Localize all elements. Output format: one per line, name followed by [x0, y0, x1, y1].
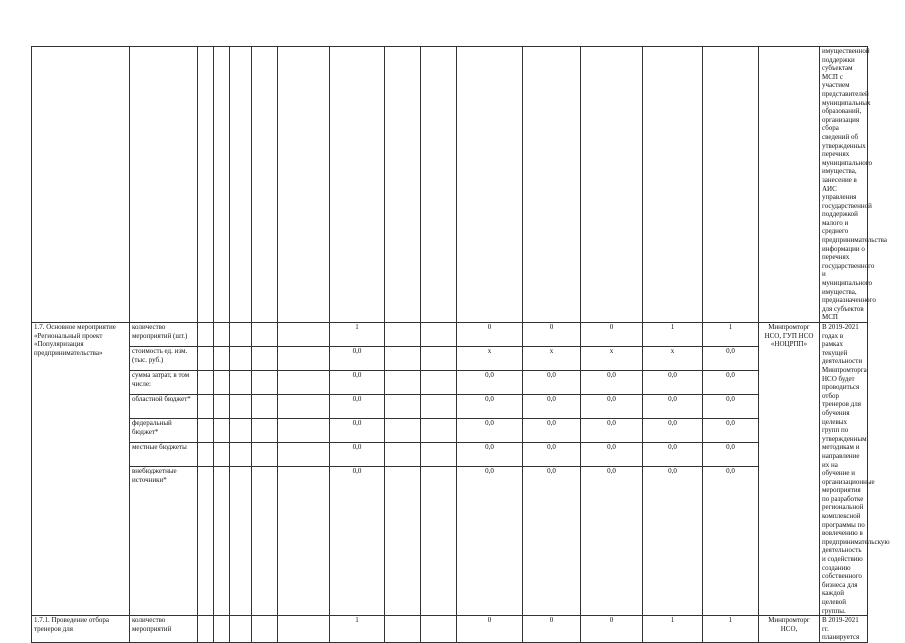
note-cell: имущественной поддержки субъектам МСП с участием представителей муниципальных образований, организация сбора сведений об утвержденных перечнях муниципального имущества, занесение в АИС управления государственной поддержкой малого и среднего предпринимательства информации о перечнях государственного и муниципального имущества, предназначенного для субъектов МСП	[820, 47, 868, 323]
table-row	[32, 347, 868, 371]
empty-cell	[278, 467, 330, 616]
empty-cell	[421, 323, 457, 347]
empty-cell	[214, 443, 230, 467]
executor-cell	[759, 323, 820, 616]
empty-cell	[198, 371, 214, 395]
value-cell: х	[581, 347, 643, 371]
value-cell: 0,0	[523, 419, 581, 443]
empty-cell	[252, 371, 278, 395]
empty-cell	[198, 616, 214, 643]
empty-cell	[278, 395, 330, 419]
value-cell: х	[457, 347, 523, 371]
indicator-label: местные бюджеты	[130, 443, 198, 467]
empty-cell	[230, 323, 252, 347]
value-cell: 0,0	[643, 395, 703, 419]
value-cell: 0,0	[523, 371, 581, 395]
empty-cell	[278, 347, 330, 371]
value-cell: 0,0	[581, 371, 643, 395]
table-row	[32, 467, 868, 616]
empty-cell	[230, 616, 252, 643]
empty-cell	[278, 323, 330, 347]
empty-cell	[385, 371, 421, 395]
value-cell: 0	[523, 323, 581, 347]
empty-cell	[198, 419, 214, 443]
value-cell: х	[523, 347, 581, 371]
table-row	[32, 616, 868, 643]
value-cell: 0,0	[523, 467, 581, 616]
value-cell: 0,0	[581, 419, 643, 443]
empty-cell	[278, 616, 330, 643]
empty-cell	[278, 371, 330, 395]
empty-cell	[385, 347, 421, 371]
value-cell: 0	[457, 323, 523, 347]
indicator-label: областной бюджет*	[130, 395, 198, 419]
empty-cell	[214, 323, 230, 347]
empty-cell	[252, 616, 278, 643]
empty-cell	[252, 443, 278, 467]
note-cell: В 2019-2021 годах в рамках текущей деятельности Минпромторга НСО будет проводиться отбор тренеров для обучения целевых групп по утвержденным методикам и направление их на обучение и организационные мероприятия по разработке региональной комплексной программы по вовлечению в предпринимательскую деятельность и содействию созданию собственного бизнеса для каждой целевой группы.	[820, 323, 868, 616]
value-cell: 0	[581, 616, 643, 643]
value-cell: 1	[703, 323, 759, 347]
value-cell: 0,0	[457, 395, 523, 419]
value-cell: 0,0	[457, 419, 523, 443]
empty-cell	[421, 467, 457, 616]
empty-cell	[230, 467, 252, 616]
value-cell: 0,0	[703, 371, 759, 395]
value-cell: 0,0	[457, 467, 523, 616]
value-cell: х	[643, 347, 703, 371]
empty-cell	[214, 616, 230, 643]
empty-cell	[214, 347, 230, 371]
empty-cell	[385, 443, 421, 467]
empty-cell	[278, 443, 330, 467]
empty-cell	[198, 467, 214, 616]
value-cell: 1	[703, 616, 759, 643]
empty-cell	[385, 467, 421, 616]
indicator-label: внебюджетные источники*	[130, 467, 198, 616]
value-cell: 0,0	[330, 371, 385, 395]
table-row-continued	[32, 47, 868, 323]
indicator-label: сумма затрат, в том числе:	[130, 371, 198, 395]
empty-cell	[252, 323, 278, 347]
empty-cell	[214, 467, 230, 616]
empty-cell	[385, 395, 421, 419]
table-row	[32, 443, 868, 467]
value-cell: 0,0	[457, 371, 523, 395]
value-cell: 0,0	[703, 419, 759, 443]
empty-cell	[252, 419, 278, 443]
empty-cell	[421, 419, 457, 443]
empty-cell	[214, 395, 230, 419]
table-row	[32, 395, 868, 419]
value-cell: 1	[643, 323, 703, 347]
value-cell: 0,0	[643, 443, 703, 467]
value-cell: 0,0	[457, 443, 523, 467]
value-cell: 0,0	[703, 395, 759, 419]
value-cell: 0,0	[643, 419, 703, 443]
empty-cell	[252, 467, 278, 616]
empty-cell	[198, 347, 214, 371]
empty-cell	[198, 395, 214, 419]
value-cell: 1	[330, 616, 385, 643]
value-cell: 0,0	[523, 395, 581, 419]
empty-cell	[385, 323, 421, 347]
empty-cell	[214, 419, 230, 443]
value-cell: 0,0	[581, 395, 643, 419]
empty-cell	[278, 419, 330, 443]
empty-cell	[385, 419, 421, 443]
empty-cell	[252, 395, 278, 419]
empty-cell	[198, 323, 214, 347]
value-cell: 0	[457, 616, 523, 643]
empty-cell	[230, 347, 252, 371]
empty-cell	[230, 371, 252, 395]
note-cell: В 2019-2021 гг. планируется	[820, 616, 868, 643]
empty-cell	[230, 443, 252, 467]
empty-cell	[252, 347, 278, 371]
empty-cell	[214, 371, 230, 395]
value-cell: 0	[581, 323, 643, 347]
value-cell: 0,0	[330, 443, 385, 467]
value-cell: 0,0	[330, 467, 385, 616]
empty-cell	[421, 395, 457, 419]
value-cell: 0,0	[523, 443, 581, 467]
value-cell: 0,0	[643, 371, 703, 395]
value-cell: 0,0	[330, 347, 385, 371]
value-cell: 0,0	[581, 467, 643, 616]
empty-cell	[421, 616, 457, 643]
executor-cell: Минпромторг НСО,	[759, 616, 820, 643]
value-cell: 0,0	[581, 443, 643, 467]
indicator-label: стоимость ед. изм. (тыс. руб.)	[130, 347, 198, 371]
indicator-label: количество мероприятий	[130, 616, 198, 643]
table-row	[32, 371, 868, 395]
empty-cell	[421, 443, 457, 467]
value-cell: 0,0	[703, 467, 759, 616]
empty-cell	[421, 371, 457, 395]
value-cell: 0	[523, 616, 581, 643]
value-cell: 1	[643, 616, 703, 643]
empty-cell	[421, 347, 457, 371]
value-cell: 0,0	[703, 443, 759, 467]
executor-name: Минпромторг НСО, ГУП НСО «НОЦРПП»	[764, 323, 814, 349]
empty-cell	[230, 395, 252, 419]
table-row	[32, 419, 868, 443]
empty-cell	[230, 419, 252, 443]
table-row	[32, 323, 868, 347]
indicator-label: федеральный бюджет*	[130, 419, 198, 443]
measure-name: 1.7. Основное мероприятие «Региональный проект «Популяризация предпринимательства»	[32, 323, 130, 616]
value-cell: 0,0	[330, 419, 385, 443]
value-cell: 1	[330, 323, 385, 347]
value-cell: 0,0	[643, 467, 703, 616]
empty-cell	[385, 616, 421, 643]
value-cell: 0,0	[330, 395, 385, 419]
empty-cell	[198, 443, 214, 467]
measure-name: 1.7.1. Проведение отбора тренеров для	[32, 616, 130, 643]
indicator-label: количество мероприятий (шт.)	[130, 323, 198, 347]
value-cell: 0,0	[703, 347, 759, 371]
program-table	[31, 46, 890, 643]
